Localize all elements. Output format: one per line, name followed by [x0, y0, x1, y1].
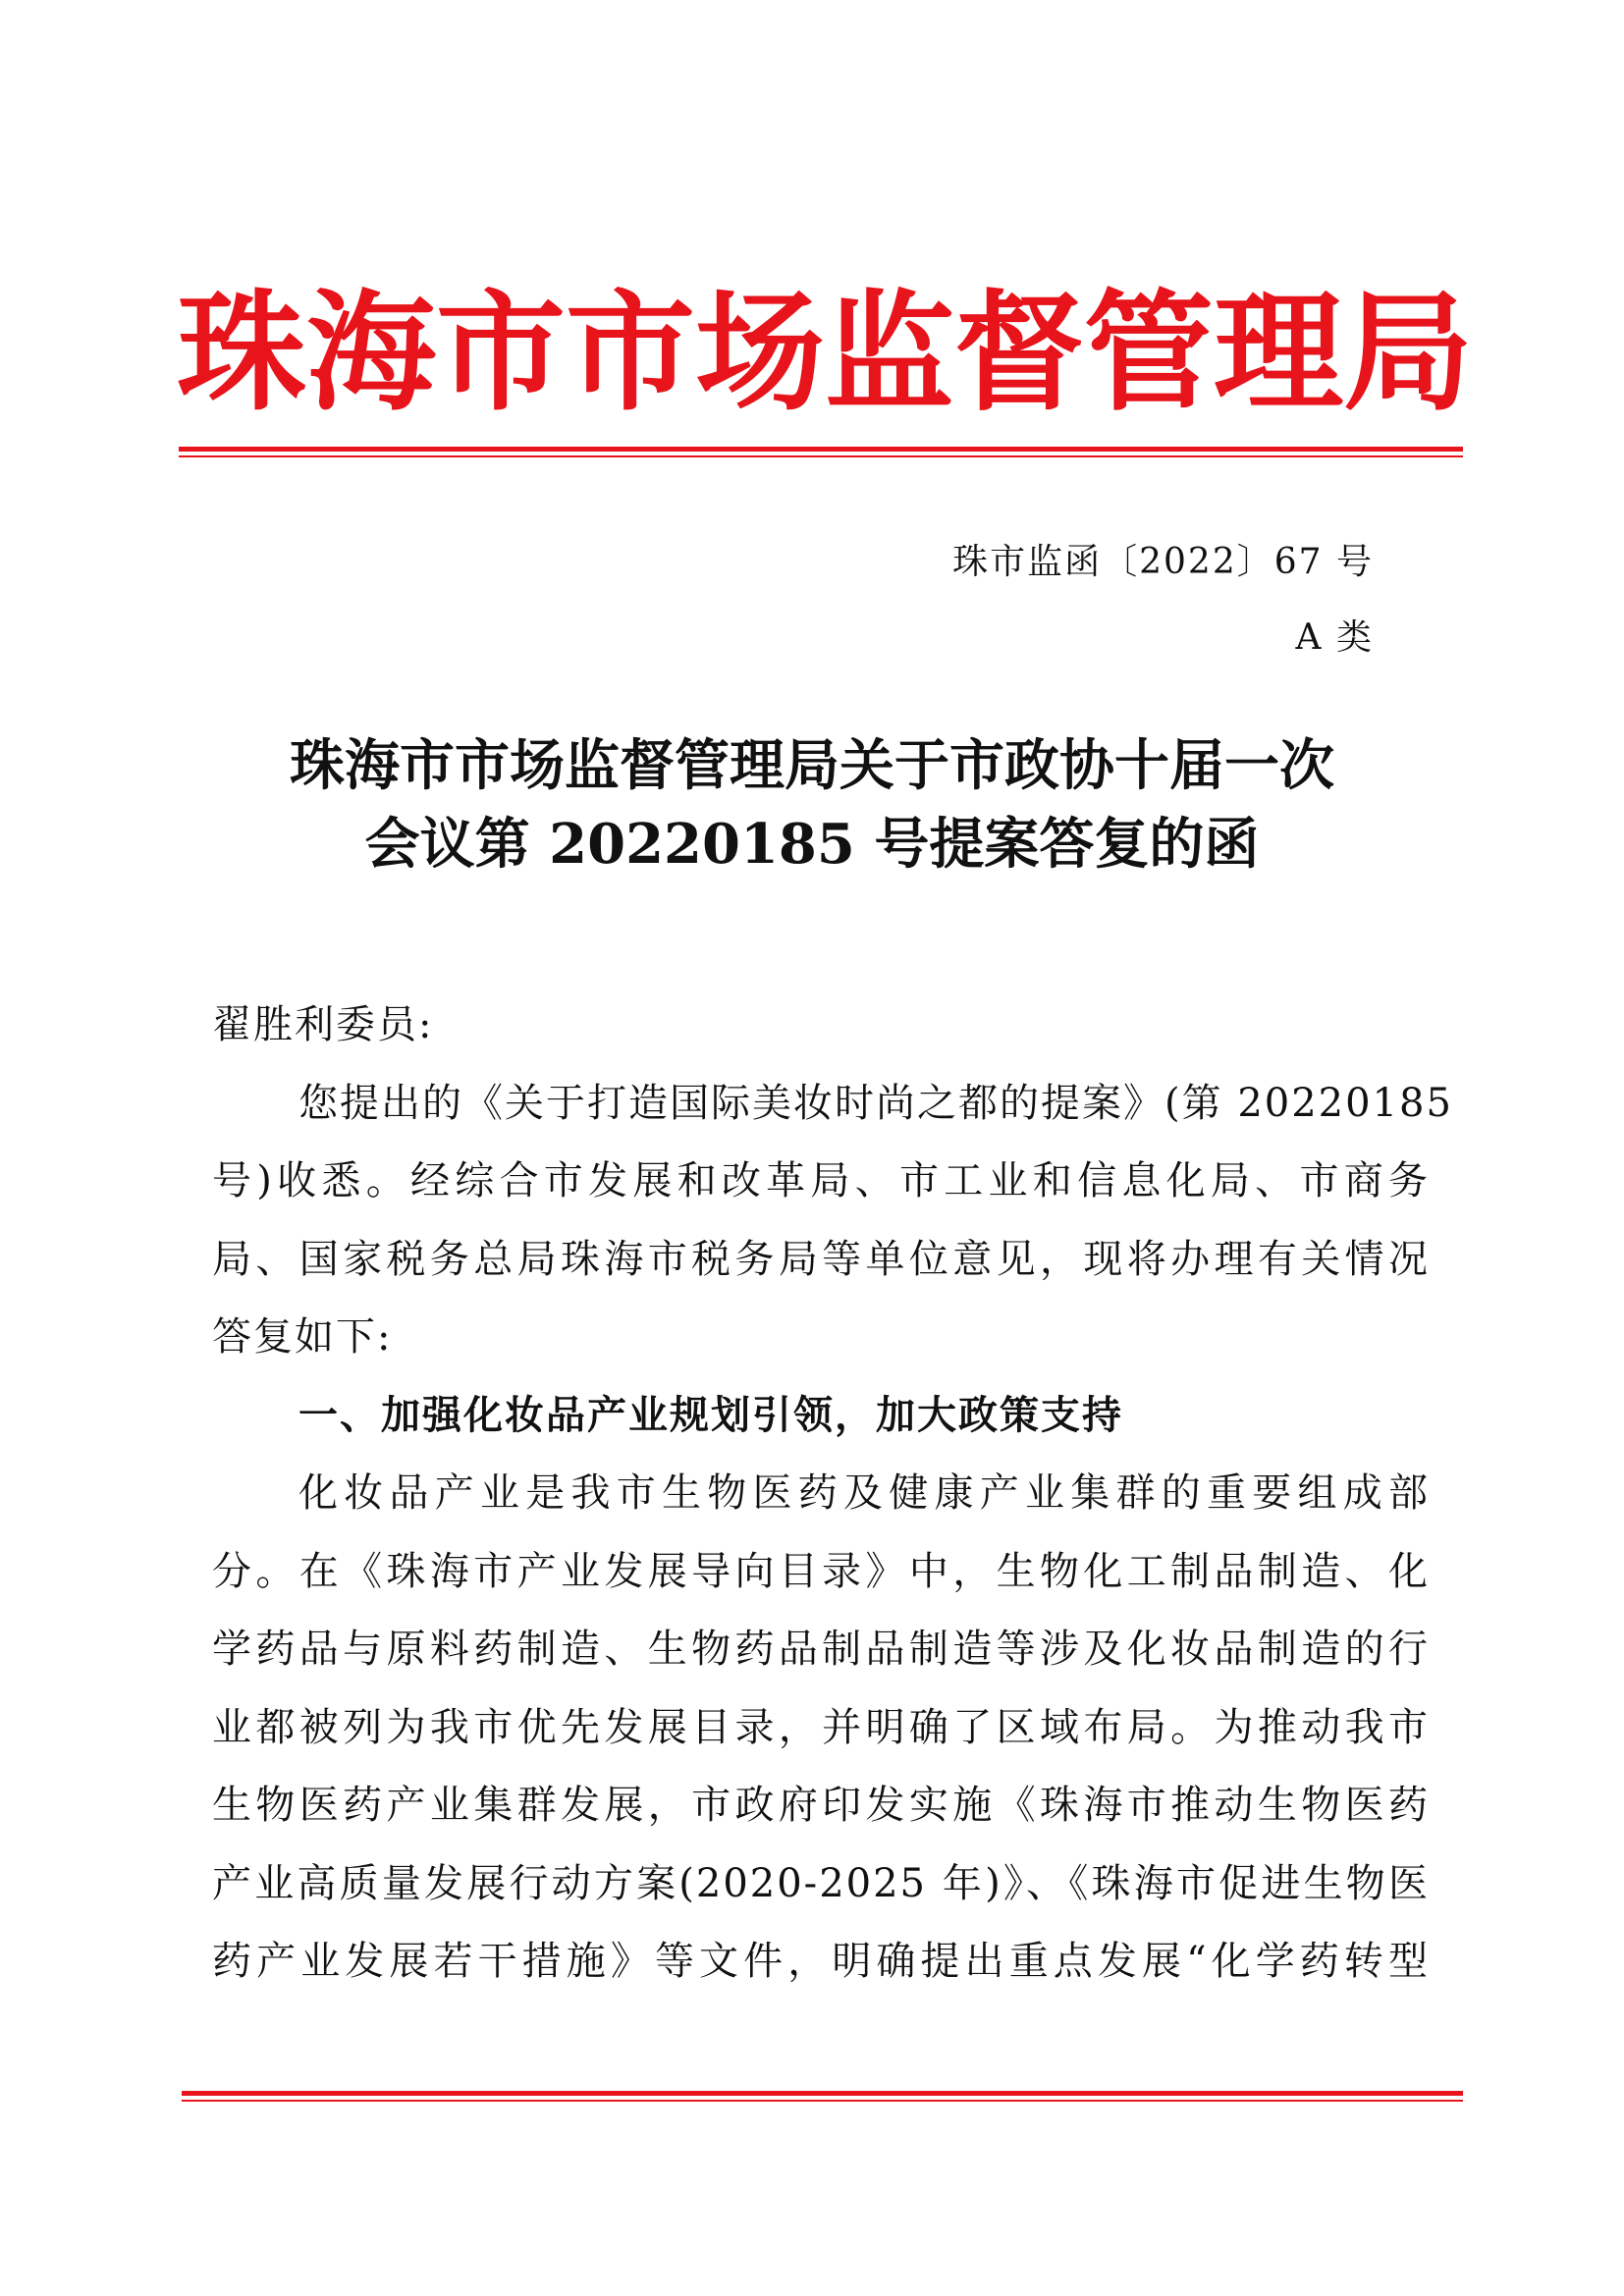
document-title-line-2: 会议第 20220185 号提案答复的函: [364, 812, 1260, 877]
salutation: 翟胜利委员:: [212, 1002, 434, 1047]
document-class: A 类: [1295, 617, 1374, 658]
document-number: 珠市监函〔2022〕67 号: [952, 542, 1374, 582]
paragraph-line: 学药品与原料药制造、生物药品制品制造等涉及化妆品制造的行: [212, 1627, 1430, 1672]
section-heading-1: 一、加强化妆品产业规划引领，加大政策支持: [298, 1392, 1123, 1438]
paragraph-line: 药产业发展若干措施》等文件，明确提出重点发展“化学药转型: [212, 1939, 1430, 1984]
paragraph-line: 局、国家税务总局珠海市税务局等单位意见，现将办理有关情况: [212, 1236, 1430, 1282]
document-title-line-1: 珠海市市场监督管理局关于市政协十届一次: [290, 733, 1334, 798]
paragraph-line: 分。在《珠海市产业发展导向目录》中，生物化工制品制造、化: [212, 1548, 1430, 1594]
document-body: [212, 987, 1453, 2002]
paragraph-line: 您提出的《关于打造国际美妆时尚之都的提案》(第 20220185: [298, 1080, 1453, 1126]
paragraph-line: 化妆品产业是我市生物医药及健康产业集群的重要组成部: [298, 1470, 1430, 1516]
divider-thick-line: [179, 447, 1463, 452]
divider-thin-line: [179, 455, 1463, 457]
paragraph-line: 号)收悉。经综合市发展和改革局、市工业和信息化局、市商务: [212, 1158, 1430, 1203]
paragraph-2: [212, 1455, 1430, 2002]
paragraph-line: 产业高质量发展行动方案(2020-2025 年)》、《珠海市促进生物医: [212, 1860, 1430, 1906]
footer-divider: [182, 2091, 1463, 2103]
paragraph-1: [212, 1065, 1453, 1377]
paragraph-line: 生物医药产业集群发展，市政府印发实施《珠海市推动生物医药: [212, 1783, 1430, 1828]
paragraph-line: 答复如下:: [212, 1314, 393, 1360]
divider-thick-line: [182, 2091, 1463, 2096]
divider-thin-line: [182, 2100, 1463, 2102]
document-title: [177, 726, 1447, 883]
masthead-divider: [179, 447, 1463, 458]
paragraph-line: 业都被列为我市优先发展目录，并明确了区域布局。为推动我市: [212, 1704, 1430, 1750]
masthead-title: 珠海市市场监督管理局: [177, 277, 1473, 429]
